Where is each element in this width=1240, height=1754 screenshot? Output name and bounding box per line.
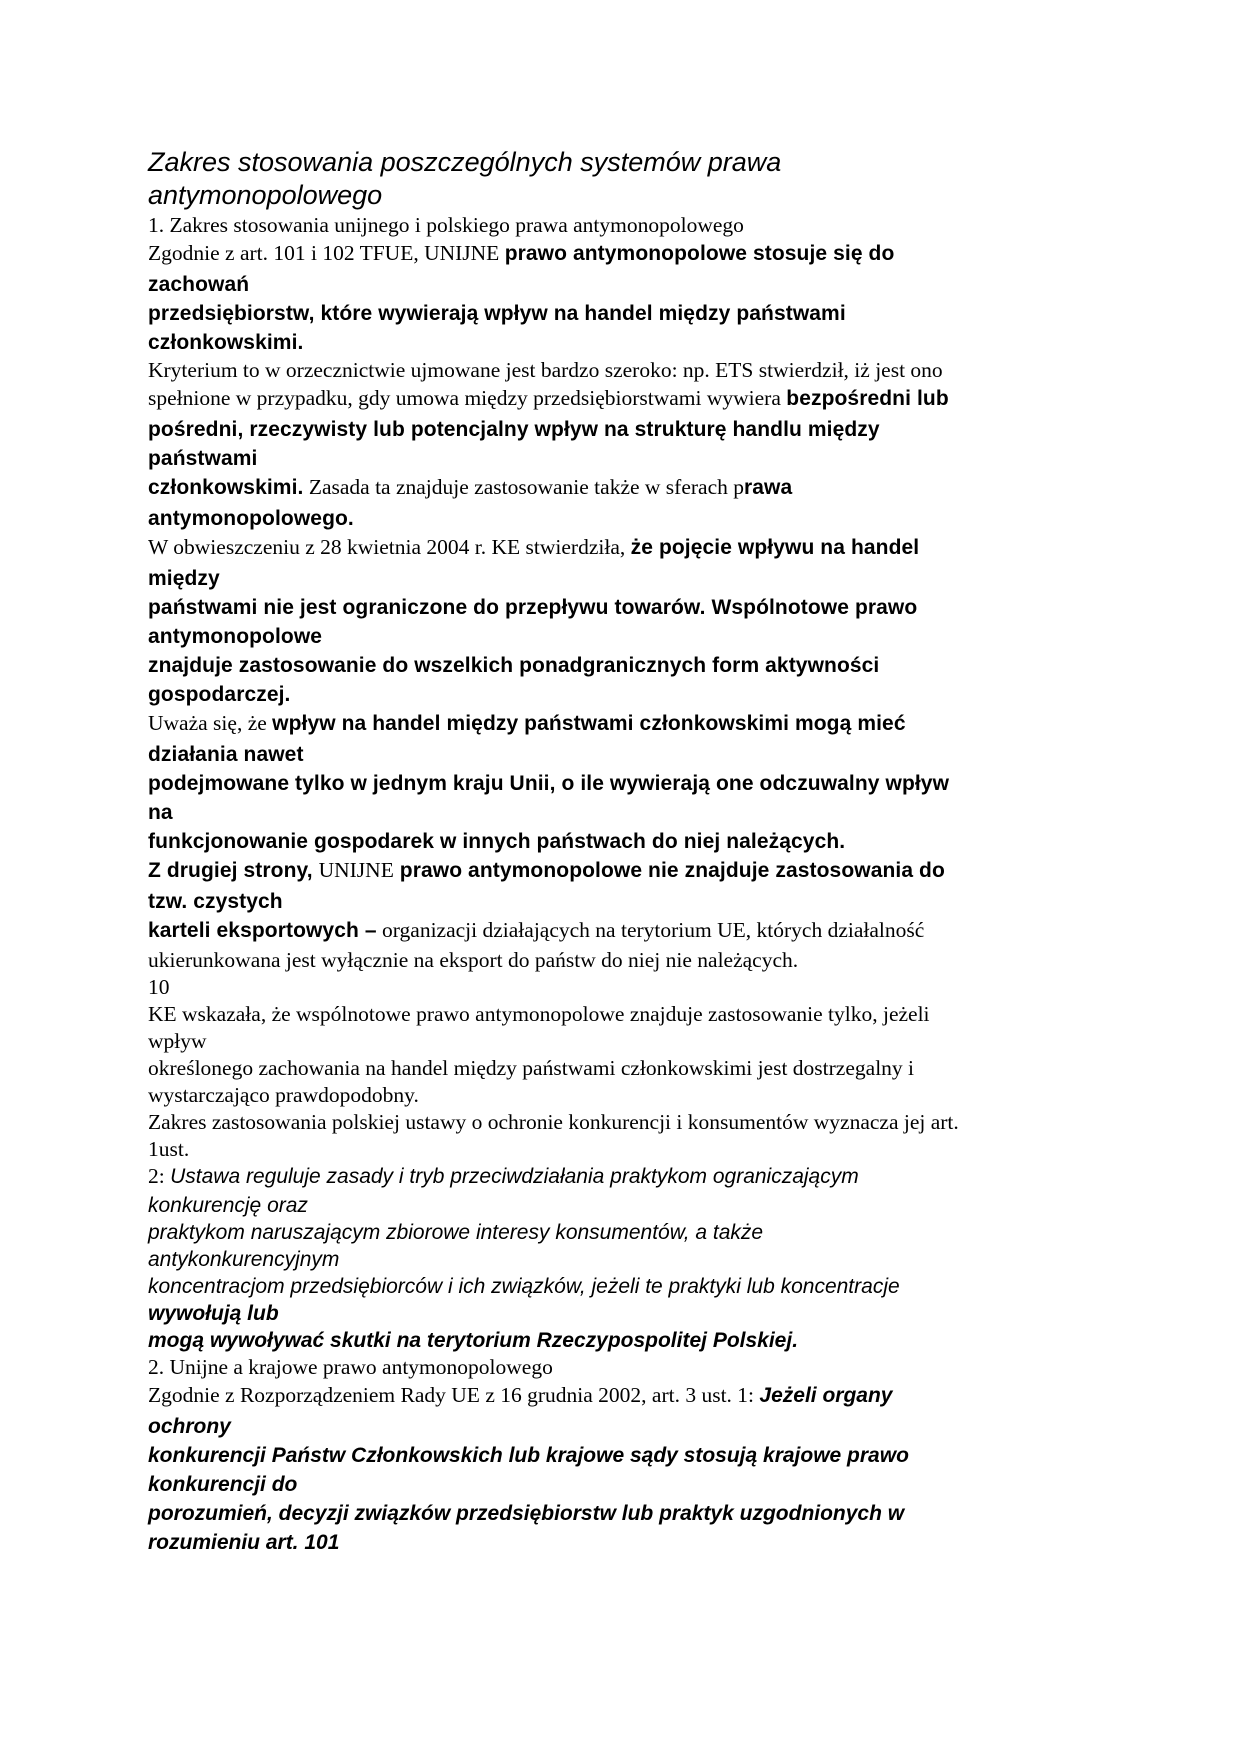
emphasis-run: wpływ na handel między państwami członkowskimi mogą mieć xyxy=(272,712,906,735)
paragraph-line: Kryterium to w orzecznictwie ujmowane jest bardzo szeroko: np. ETS stwierdził, iż jest ono xyxy=(148,358,943,382)
emphasis-run: że pojęcie wpływu na handel xyxy=(630,536,920,559)
paragraph-line: antymonopolowe xyxy=(148,625,323,648)
emphasis-run: członkowskimi. xyxy=(148,476,304,499)
document-title xyxy=(148,146,1108,212)
paragraph-line: określonego zachowania na handel między państwami członkowskimi jest dostrzegalny i xyxy=(148,1056,915,1080)
text-run: W obwieszczeniu z 28 kwietnia 2004 r. KE stwierdziła, xyxy=(148,535,631,559)
paragraph-line: antymonopolowego. xyxy=(148,507,354,530)
section-heading: 2. Unijne a krajowe prawo antymonopolowego xyxy=(148,1355,553,1379)
paragraph-line: wystarczająco prawdopodobny. xyxy=(148,1083,419,1107)
emphasis-run: karteli eksportowych – xyxy=(148,919,377,942)
quote-line: antykonkurencyjnym xyxy=(148,1248,340,1271)
paragraph-line: wpływ xyxy=(148,1029,207,1053)
paragraph-line xyxy=(148,533,1108,564)
text-run: Uważa się, że xyxy=(148,711,273,735)
paragraph-line xyxy=(148,709,1108,740)
paragraph-line: 1ust. xyxy=(148,1137,190,1161)
text-run: spełnione w przypadku, gdy umowa między przedsiębiorstwami wywiera xyxy=(148,386,787,410)
paragraph-line xyxy=(148,1381,1108,1412)
title-line: Zakres stosowania poszczególnych systemów prawa xyxy=(148,147,782,177)
quote-line: konkurencji Państw Członkowskich lub krajowe sądy stosują krajowe prawo xyxy=(148,1444,909,1467)
paragraph-line: gospodarczej. xyxy=(148,683,291,706)
paragraph-line: znajduje zastosowanie do wszelkich ponadgranicznych form aktywności xyxy=(148,654,880,677)
emphasis-run: rawa xyxy=(744,476,793,499)
text-run: UNIJNE xyxy=(318,858,394,882)
quote-line: konkurencję oraz xyxy=(148,1194,308,1217)
paragraph-line xyxy=(148,239,1108,270)
paragraph-line: działania nawet xyxy=(148,743,304,766)
paragraph-line: państwami nie jest ograniczone do przepływu towarów. Wspólnotowe prawo xyxy=(148,596,918,619)
paragraph-line: podejmowane tylko w jednym kraju Unii, o ile wywierają one odczuwalny wpływ xyxy=(148,772,950,795)
text-run: organizacji działających na terytorium UE, których działalność xyxy=(376,918,925,942)
quote-line: praktykom naruszającym zbiorowe interesy konsumentów, a także xyxy=(148,1221,764,1244)
section-1 xyxy=(148,212,1108,1354)
paragraph-line: KE wskazała, że wspólnotowe prawo antymonopolowe znajduje zastosowanie tylko, jeżeli xyxy=(148,1002,930,1026)
title-line: antymonopolowego xyxy=(148,180,383,210)
quote-line: konkurencji do xyxy=(148,1473,298,1496)
paragraph-line: członkowskimi. xyxy=(148,331,304,354)
quote-run: Jeżeli organy xyxy=(759,1384,893,1407)
paragraph-line: zachowań xyxy=(148,273,250,296)
page-number: 10 xyxy=(148,975,170,999)
emphasis-run: bezpośredni lub xyxy=(786,387,949,410)
emphasis-run: prawo antymonopolowe nie znajduje zastosowania do xyxy=(393,859,945,882)
quote-run: Ustawa reguluje zasady i tryb przeciwdziałania praktykom ograniczającym xyxy=(170,1165,859,1188)
quote-line: ochrony xyxy=(148,1415,231,1438)
section-2 xyxy=(148,1354,1108,1557)
paragraph-line: tzw. czystych xyxy=(148,890,283,913)
quote-line: mogą wywoływać skutki na terytorium Rzeczypospolitej Polskiej. xyxy=(148,1329,799,1352)
paragraph-line: między xyxy=(148,567,220,590)
paragraph-line: przedsiębiorstw, które wywierają wpływ na handel między państwami xyxy=(148,302,846,325)
quote-line: koncentracjom przedsiębiorców i ich związków, jeżeli te praktyki lub koncentracje xyxy=(148,1275,900,1298)
paragraph-line xyxy=(148,473,1108,504)
quote-line: rozumieniu art. 101 xyxy=(148,1531,340,1554)
paragraph-line xyxy=(148,384,1108,415)
text-run: Zasada ta znajduje zastosowanie także w sferach p xyxy=(303,475,744,499)
text-run: 2: xyxy=(148,1164,171,1188)
text-run: Zgodnie z Rozporządzeniem Rady UE z 16 grudnia 2002, art. 3 ust. 1: xyxy=(148,1383,760,1407)
paragraph-line: na xyxy=(148,801,173,824)
paragraph-line: państwami xyxy=(148,447,258,470)
section-heading: 1. Zakres stosowania unijnego i polskiego prawa antymonopolowego xyxy=(148,213,744,237)
paragraph-line xyxy=(148,1163,1108,1192)
paragraph-line xyxy=(148,916,1108,947)
document-page xyxy=(148,146,1108,1557)
emphasis-run: Z drugiej strony, xyxy=(148,859,319,882)
paragraph-line: funkcjonowanie gospodarek w innych państwach do niej należących. xyxy=(148,830,846,853)
quote-line: wywołują lub xyxy=(148,1302,279,1325)
quote-line: porozumień, decyzji związków przedsiębiorstw lub praktyk uzgodnionych w xyxy=(148,1502,905,1525)
text-run: Zgodnie z art. 101 i 102 TFUE, UNIJNE xyxy=(148,241,505,265)
paragraph-line: ukierunkowana jest wyłącznie na eksport do państw do niej nie należących. xyxy=(148,948,799,972)
paragraph-line xyxy=(148,856,1108,887)
paragraph-line: pośredni, rzeczywisty lub potencjalny wpływ na strukturę handlu między xyxy=(148,418,880,441)
emphasis-run: prawo antymonopolowe stosuje się do xyxy=(504,242,895,265)
paragraph-line: Zakres zastosowania polskiej ustawy o ochronie konkurencji i konsumentów wyznacza jej art. xyxy=(148,1110,959,1134)
